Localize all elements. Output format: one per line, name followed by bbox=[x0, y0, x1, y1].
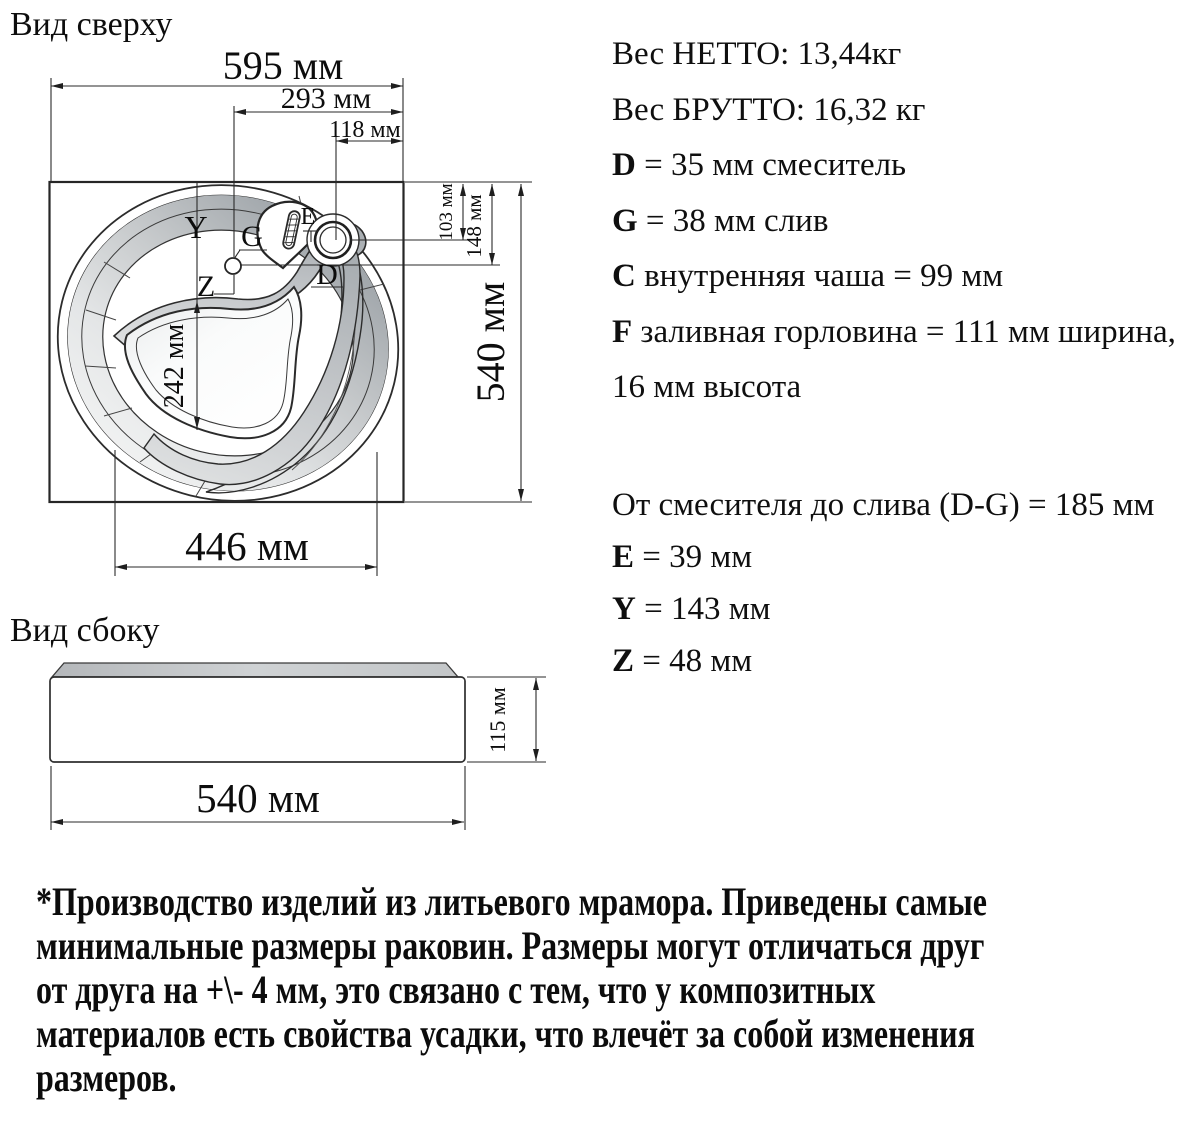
spec-line bbox=[612, 479, 1200, 531]
spec-key: G bbox=[612, 202, 638, 239]
footnote-line: размеров. bbox=[36, 1055, 177, 1100]
spec-line bbox=[612, 583, 1200, 635]
spec-line bbox=[612, 27, 1200, 83]
spec-text: Вес НЕТТО: 13,44кг bbox=[612, 36, 902, 72]
spec-text: внутренняя чаша = 99 мм bbox=[635, 258, 1004, 294]
footnote-line: от друга на +\- 4 мм, это связано с тем, что у композитных bbox=[36, 967, 876, 1012]
label-e: E bbox=[300, 204, 316, 230]
label-z: Z bbox=[196, 270, 216, 303]
spec-key: Y bbox=[612, 591, 636, 627]
spec-key: E bbox=[612, 539, 635, 575]
spec-text: = 48 мм bbox=[634, 643, 753, 679]
dim-148-label: 148 мм bbox=[462, 194, 486, 258]
spec-text: = 143 мм bbox=[635, 591, 771, 627]
spec-block-2 bbox=[612, 479, 1200, 687]
label-y: Y bbox=[184, 209, 208, 245]
dim-540-label: 540 мм bbox=[468, 281, 513, 403]
spec-text: заливная горловина = 111 мм ширина, bbox=[632, 313, 1176, 350]
spec-key: D bbox=[612, 147, 636, 183]
spec-text: = 38 мм слив bbox=[637, 202, 829, 239]
spec-line bbox=[612, 138, 1200, 194]
dim-446-label: 446 мм bbox=[185, 523, 309, 569]
footnote bbox=[36, 879, 987, 1100]
dim-595-label: 595 мм bbox=[222, 43, 344, 88]
top-view-title: Вид сверху bbox=[10, 6, 173, 43]
drain-hole bbox=[225, 258, 241, 274]
side-view-title: Вид сбоку bbox=[10, 612, 160, 649]
spec-text: От смесителя до слива (D-G) = 185 мм bbox=[612, 487, 1155, 523]
spec-key: Z bbox=[612, 643, 635, 679]
spec-line bbox=[612, 249, 1200, 305]
footnote-line: минимальные размеры раковин. Размеры могут отличаться друг bbox=[36, 923, 985, 968]
dim-118-label: 118 мм bbox=[329, 117, 401, 143]
spec-line bbox=[612, 305, 1200, 361]
spec-line bbox=[612, 360, 1200, 416]
side-rim-top bbox=[52, 663, 458, 677]
footnote-line: материалов есть свойства усадки, что влечёт за собой изменения bbox=[36, 1011, 975, 1056]
spec-text: = 35 мм смеситель bbox=[635, 147, 907, 183]
label-d: D bbox=[316, 258, 338, 291]
dim-540-side-label: 540 мм bbox=[196, 775, 320, 821]
side-body bbox=[50, 677, 465, 762]
spec-block-1 bbox=[612, 27, 1200, 416]
spec-line bbox=[612, 531, 1200, 583]
top-view-drawing bbox=[0, 0, 560, 600]
spec-text: 16 мм высота bbox=[612, 369, 802, 405]
label-g: G bbox=[241, 220, 263, 253]
spec-line bbox=[612, 83, 1200, 139]
spec-text: Вес БРУТТО: 16,32 кг bbox=[612, 91, 926, 128]
spec-key: C bbox=[612, 258, 636, 294]
dim-242-label: 242 мм bbox=[159, 323, 190, 409]
spec-text: = 39 мм bbox=[634, 539, 753, 575]
spec-key: F bbox=[612, 313, 633, 350]
side-view-drawing bbox=[0, 640, 560, 880]
dim-293-label: 293 мм bbox=[280, 82, 372, 115]
faucet-hole-bore bbox=[320, 227, 346, 253]
spec-line bbox=[612, 635, 1200, 687]
dim-115-label: 115 мм bbox=[485, 687, 510, 753]
footnote-line: *Производство изделий из литьевого мрамора. Приведены самые bbox=[36, 879, 987, 924]
dim-103-label: 103 мм bbox=[436, 183, 457, 241]
spec-line bbox=[612, 194, 1200, 250]
